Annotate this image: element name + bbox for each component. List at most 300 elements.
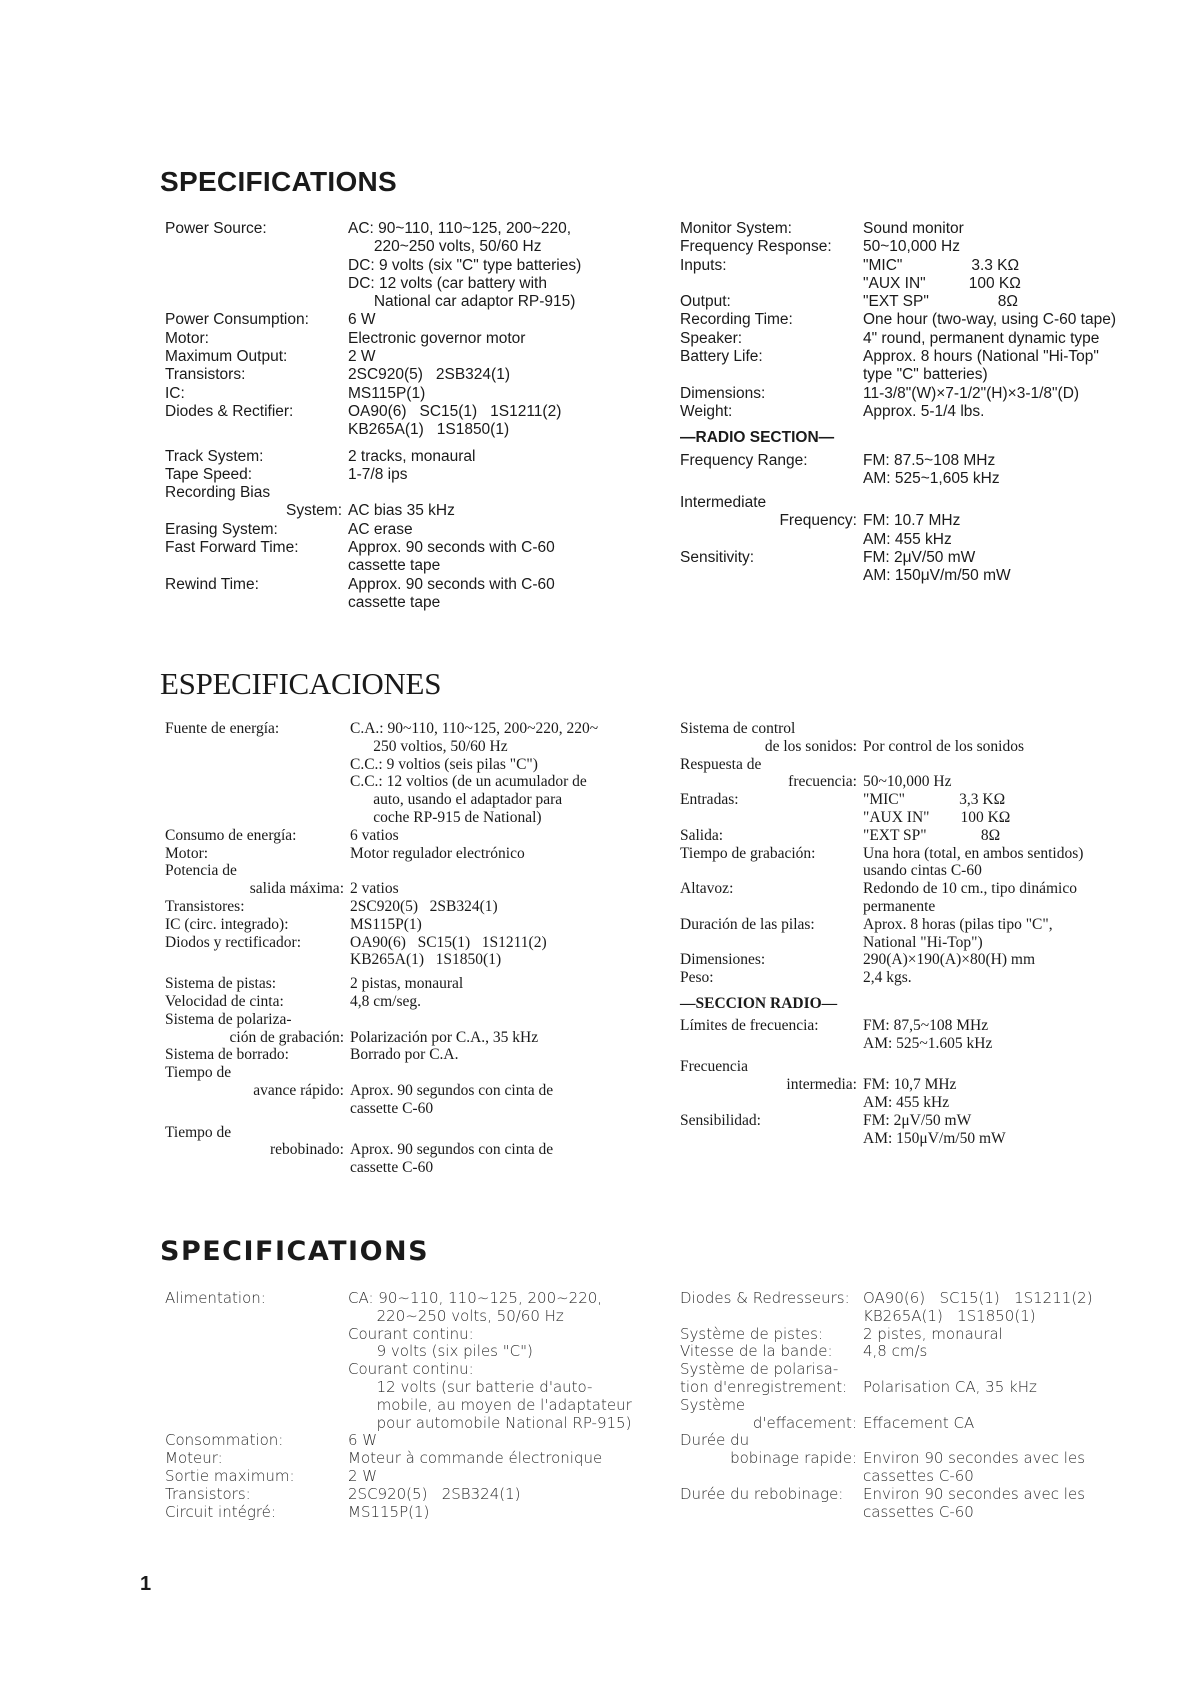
spec-value-line	[350, 862, 399, 880]
spec-label	[680, 403, 863, 421]
spec-label	[165, 1432, 348, 1450]
spec-label	[680, 1361, 863, 1397]
spec-label-line: rebobinado:	[269, 1141, 344, 1159]
spec-value	[348, 348, 376, 366]
spec-label-line: Sensitivity:	[680, 549, 755, 567]
spec-value	[350, 993, 421, 1011]
spec-row	[680, 238, 1116, 256]
spec-value-line: Polarisation CA, 35 kHz	[863, 1377, 1037, 1396]
spec-label-line: Weight:	[680, 402, 733, 420]
spec-value	[350, 934, 547, 970]
spec-label-line: IC:	[165, 384, 185, 402]
spec-value-line	[863, 756, 951, 774]
spec-value-line: permanente	[863, 897, 936, 915]
spec-row	[165, 1468, 632, 1486]
spec-label-line: Output:	[680, 293, 731, 311]
spec-value-line: Moteur à commande électronique	[348, 1449, 603, 1468]
spec-row	[680, 1343, 1093, 1361]
spec-row	[680, 1290, 1093, 1326]
spec-row	[680, 220, 1116, 238]
spec-label	[165, 1011, 350, 1047]
spec-label	[680, 1326, 863, 1344]
spec-value-line: AM: 150μV/m/50 mW	[863, 1129, 1006, 1147]
spec-row	[680, 1432, 1093, 1485]
spec-label-line: Consumo de energía:	[165, 826, 297, 844]
spec-value-line: 6 W	[348, 1431, 378, 1450]
spec-label	[680, 348, 863, 385]
spec-value-line: Courant continu:	[348, 1324, 474, 1343]
spec-label-line: bobinage rapide:	[730, 1449, 857, 1468]
spec-row	[680, 549, 1116, 586]
spec-value	[348, 311, 376, 329]
section-title-french: SPECIFICATIONS	[160, 1236, 430, 1267]
spec-label	[165, 916, 350, 934]
spec-value-line: FM: 87,5~108 MHz	[863, 1016, 989, 1034]
spec-value	[350, 862, 399, 898]
spec-value-line: Polarización por C.A., 35 kHz	[350, 1028, 539, 1046]
spec-value	[863, 549, 1011, 586]
spec-value	[863, 385, 1079, 403]
spec-value-line: Courant continu:	[348, 1360, 474, 1379]
spec-row	[680, 1361, 1093, 1397]
spec-label-line: Transistores:	[165, 897, 245, 915]
spec-label-line: Potencia de	[165, 862, 237, 880]
spec-row	[165, 385, 581, 403]
spec-row	[165, 975, 598, 993]
spec-value-line: C.C.: 9 voltios (seis pilas "C")	[350, 755, 538, 773]
spec-value-line: cassette C-60	[350, 1159, 434, 1177]
spec-label-line: System:	[286, 502, 342, 520]
spec-label-line: frecuencia:	[788, 773, 857, 791]
spec-value	[863, 720, 1024, 756]
spec-value-line: mobile, au moyen de l'adaptateur	[348, 1395, 632, 1414]
spec-label-line: Peso:	[680, 969, 714, 987]
spec-value	[863, 916, 1053, 952]
spec-value-line: "AUX IN" 100 KΩ	[863, 274, 1021, 292]
spec-value	[863, 969, 912, 987]
spec-row	[165, 311, 581, 329]
spec-label-line: Battery Life:	[680, 348, 763, 366]
spec-value-line: "MIC" 3.3 KΩ	[863, 256, 1020, 274]
spec-label	[165, 576, 348, 613]
spec-label	[680, 1486, 863, 1522]
spec-value-line: cassette tape	[348, 557, 441, 575]
spec-value-line: FM: 87.5~108 MHz	[863, 451, 996, 469]
spec-label	[165, 827, 350, 845]
spec-label	[165, 862, 350, 898]
spec-label-line: Frecuencia	[680, 1058, 748, 1076]
spec-label-line	[680, 275, 863, 293]
spec-value	[348, 1468, 377, 1486]
spec-row	[680, 1017, 1083, 1053]
spec-label	[680, 880, 863, 916]
spec-label	[165, 521, 348, 539]
spec-label-line: Recording Time:	[680, 311, 793, 329]
spec-row	[680, 311, 1116, 329]
spec-row	[165, 576, 581, 613]
spec-label-line: Transistors:	[165, 366, 246, 384]
spec-row	[165, 1011, 598, 1047]
spec-value-line: 2SC920(5) 2SB324(1)	[348, 1484, 521, 1503]
spec-label-line: Speaker:	[680, 329, 743, 347]
spec-label	[680, 1112, 863, 1148]
spec-value	[350, 1046, 459, 1064]
spec-value	[350, 845, 525, 863]
spec-label-line	[680, 809, 863, 827]
spec-value-line	[350, 1011, 538, 1029]
spec-value-line: pour automobile National RP-915)	[348, 1413, 632, 1432]
spec-label-line: Durée du	[680, 1431, 750, 1450]
section-french	[160, 1236, 1160, 1521]
spec-label-line: Durée du rebobinage:	[680, 1484, 844, 1503]
spec-label	[165, 366, 348, 384]
spec-value	[863, 1397, 974, 1433]
spec-value-line: AC: 90~110, 110~125, 200~220,	[348, 220, 572, 237]
spec-value	[348, 220, 581, 311]
section-english	[160, 166, 1160, 611]
spec-label-line: Consommation:	[165, 1431, 284, 1450]
spec-row	[680, 969, 1083, 987]
spec-label-line: Système	[680, 1395, 746, 1414]
spec-row	[680, 385, 1116, 403]
spec-value	[863, 1326, 1003, 1344]
spec-value-line: usando cintas C-60	[863, 862, 982, 880]
spec-label-line: Altavoz:	[680, 880, 734, 898]
spec-value-line: 12 volts (sur batterie d'auto-	[348, 1377, 593, 1396]
spec-value-line: FM: 2μV/50 mW	[863, 1111, 972, 1129]
spec-value-line: National car adaptor RP-915)	[348, 293, 576, 311]
spec-value-line: cassette C-60	[350, 1099, 434, 1117]
spec-label-line: salida máxima:	[249, 880, 344, 898]
spec-row	[680, 951, 1083, 969]
spec-label-line: Frequency:	[779, 512, 857, 530]
spec-label	[680, 756, 863, 792]
spec-label-line: intermedia:	[786, 1076, 857, 1094]
spec-value-line: Una hora (total, en ambos sentidos)	[863, 844, 1084, 862]
spec-value-line	[863, 1397, 974, 1415]
spec-value-line	[350, 1064, 553, 1082]
spec-value	[348, 1504, 429, 1522]
spec-value-line: 2 pistas, monaural	[350, 975, 464, 993]
spec-row	[680, 1486, 1093, 1522]
spec-row	[165, 448, 581, 466]
spec-value	[863, 1112, 1006, 1148]
spec-row	[680, 403, 1116, 421]
spec-label-line: Diodes & Redresseurs:	[680, 1289, 850, 1307]
spec-value-line: 2 tracks, monaural	[348, 447, 476, 465]
spec-value	[348, 1432, 377, 1450]
spec-label	[680, 1397, 863, 1433]
spec-value	[350, 975, 463, 993]
spec-list-french-left	[165, 1290, 632, 1521]
spec-value-line: AM: 455 kHz	[863, 530, 952, 548]
spec-value	[863, 951, 1035, 969]
spec-value	[348, 576, 555, 613]
spec-value-line: 50~10,000 Hz	[863, 773, 952, 791]
spec-label-line: Alimentation:	[165, 1289, 266, 1307]
spec-value-line: Environ 90 secondes avec les	[863, 1484, 1086, 1503]
spec-label-line: Entradas:	[680, 791, 739, 809]
spec-value-line: FM: 10,7 MHz	[863, 1076, 957, 1094]
spec-value-line	[863, 1361, 1037, 1379]
spec-value	[863, 1290, 1093, 1326]
spec-row	[165, 862, 598, 898]
spec-value	[863, 1343, 927, 1361]
spec-row	[165, 845, 598, 863]
spec-label	[680, 311, 863, 329]
spec-value-line: Environ 90 secondes avec les	[863, 1449, 1086, 1468]
page-number: 1	[140, 1573, 152, 1595]
spec-label-line: Motor:	[165, 329, 209, 347]
spec-label	[165, 466, 348, 484]
spec-label-line: de los sonidos:	[764, 737, 857, 755]
spec-row	[680, 1326, 1093, 1344]
spec-label	[165, 1124, 350, 1177]
spec-label	[165, 403, 348, 440]
spec-row	[165, 1064, 598, 1117]
spec-row	[680, 845, 1083, 881]
spec-label-line: Sistema de control	[680, 720, 796, 737]
spec-value	[863, 348, 1099, 385]
spec-value-line: AM: 150μV/m/50 mW	[863, 567, 1011, 585]
spec-value	[863, 756, 951, 792]
spec-value-line: KB265A(1) 1S1850(1)	[350, 951, 502, 969]
spec-value	[348, 366, 510, 384]
spec-value-line: 4" round, permanent dynamic type	[863, 329, 1100, 347]
spec-value	[350, 827, 399, 845]
spec-value	[863, 845, 1083, 881]
spec-row	[165, 330, 581, 348]
spec-value-line: 6 W	[348, 311, 376, 329]
spec-value-line: DC: 12 volts (car battery with	[348, 274, 547, 292]
spec-row	[680, 1397, 1093, 1433]
spec-row	[680, 257, 1116, 312]
spec-label-line: Diodes & Rectifier:	[165, 402, 294, 420]
spec-label	[165, 845, 350, 863]
spec-row	[165, 1432, 632, 1450]
spec-label	[680, 220, 863, 238]
spec-value	[863, 311, 1116, 329]
spec-value-line: KB265A(1) 1S1850(1)	[863, 1306, 1036, 1325]
spec-row	[165, 366, 581, 384]
spec-label	[680, 238, 863, 256]
spec-value-line: auto, usando el adaptador para	[350, 791, 563, 809]
spec-label-line: Motor:	[165, 844, 209, 862]
spec-label-line: Power Source:	[165, 220, 267, 237]
spec-value-line: MS115P(1)	[348, 1502, 430, 1521]
spec-value-line: Motor regulador electrónico	[350, 844, 525, 862]
spec-row	[165, 720, 598, 827]
spec-value	[863, 257, 1021, 312]
spec-value-line	[350, 1124, 553, 1142]
spec-label-line: Tiempo de	[165, 1064, 232, 1082]
spec-label-line: IC (circ. integrado):	[165, 915, 289, 933]
spec-value	[863, 452, 1000, 489]
radio-section-heading-spanish: —SECCION RADIO—	[680, 994, 838, 1012]
spec-list-spanish-left	[165, 720, 598, 1177]
spec-label-line: Rewind Time:	[165, 575, 259, 593]
spec-label-line: Power Consumption:	[165, 311, 309, 329]
spec-value	[863, 494, 960, 549]
spec-row	[680, 1058, 1083, 1111]
spec-label	[680, 1058, 863, 1111]
spec-value	[863, 791, 1010, 844]
spec-label-line: Sistema de polariza-	[165, 1010, 292, 1028]
spec-label-line: Tape Speed:	[165, 465, 253, 483]
spec-label-line: Sortie maximum:	[165, 1466, 295, 1485]
spec-value-line: 4,8 cm/s	[863, 1342, 928, 1361]
spec-row	[165, 993, 598, 1011]
spec-value-line: KB265A(1) 1S1850(1)	[348, 421, 510, 439]
spec-value-line: OA90(6) SC15(1) 1S1211(2)	[350, 933, 547, 951]
spec-value-line: 290(A)×190(A)×80(H) mm	[863, 951, 1036, 969]
spec-value	[863, 1361, 1037, 1397]
section-title-spanish: ESPECIFICACIONES	[160, 666, 442, 701]
spec-label-line: Transistors:	[165, 1484, 251, 1503]
spec-list-spanish-radio	[680, 1017, 1083, 1148]
spec-value	[350, 1124, 553, 1177]
spec-label-line: Fast Forward Time:	[165, 539, 299, 557]
spec-value-line: CA: 90~110, 110~125, 200~220,	[348, 1289, 603, 1307]
spec-row	[680, 756, 1083, 792]
spec-value-line: OA90(6) SC15(1) 1S1211(2)	[863, 1289, 1093, 1307]
spec-label-line: Dimensions:	[680, 384, 766, 402]
spec-row	[680, 348, 1116, 385]
spec-label-line: Système de pistes:	[680, 1324, 823, 1343]
spec-value-line: 9 volts (six piles "C")	[348, 1342, 533, 1361]
spec-value	[863, 1058, 956, 1111]
spec-label-line: Sistema de borrado:	[165, 1046, 289, 1064]
spec-value-line: AM: 455 kHz	[863, 1093, 950, 1111]
spec-value-line: Approx. 90 seconds with C-60	[348, 539, 555, 557]
spec-value-line: Approx. 5-1/4 lbs.	[863, 402, 985, 420]
spec-row	[165, 403, 581, 440]
spec-value-line: 2 W	[348, 1466, 378, 1485]
spec-label	[680, 1290, 863, 1326]
spec-label	[165, 484, 348, 521]
spec-label	[680, 1017, 863, 1053]
spec-value	[348, 1486, 521, 1504]
spec-value-line: 2,4 kgs.	[863, 969, 912, 987]
spec-value-line: 2 vatios	[350, 880, 399, 898]
spec-row	[165, 1486, 632, 1504]
spec-label-line: Velocidad de cinta:	[165, 992, 284, 1010]
spec-value	[863, 330, 1099, 348]
spec-value-line: AM: 525~1.605 kHz	[863, 1034, 993, 1052]
spec-row	[165, 1290, 632, 1432]
radio-section-heading-english: —RADIO SECTION—	[680, 429, 835, 447]
spec-label-line: Monitor System:	[680, 220, 792, 237]
spec-label-line: Circuit intégré:	[165, 1502, 276, 1521]
spec-value-line: OA90(6) SC15(1) 1S1211(2)	[348, 402, 562, 420]
spec-row	[680, 494, 1116, 549]
spec-label	[680, 385, 863, 403]
spec-value	[863, 220, 964, 238]
spec-label	[680, 951, 863, 969]
spec-list-english-right-main	[680, 220, 1116, 421]
spec-label	[680, 916, 863, 952]
spec-label	[680, 452, 863, 489]
spec-row	[680, 330, 1116, 348]
spec-label-line: Système de polarisa-	[680, 1360, 839, 1379]
spec-value-line	[863, 720, 1024, 738]
spec-list-spanish-right	[680, 720, 1083, 1147]
spec-value	[348, 484, 455, 521]
spec-value	[348, 403, 561, 440]
spec-value-line: 250 voltios, 50/60 Hz	[350, 737, 508, 755]
spec-label-line: Frequency Response:	[680, 238, 832, 256]
spec-label-line: Maximum Output:	[165, 348, 288, 366]
spec-value-line: type "C" batteries)	[863, 366, 988, 384]
spec-row	[165, 1124, 598, 1177]
spec-label-line: Límites de frecuencia:	[680, 1016, 819, 1034]
spec-value-line: 220~250 volts, 50/60 Hz	[348, 238, 542, 256]
spec-label-line: Recording Bias	[165, 484, 271, 502]
spec-label-line: Sistema de pistas:	[165, 975, 277, 993]
spec-label	[680, 969, 863, 987]
spec-list-english-left	[165, 220, 581, 612]
spec-value	[350, 720, 598, 827]
spec-value-line: 4,8 cm/seg.	[350, 992, 422, 1010]
spec-row	[165, 827, 598, 845]
spec-label-line: Salida:	[680, 826, 724, 844]
spec-value	[348, 521, 413, 539]
spec-label	[680, 1432, 863, 1485]
spec-label-line: Frequency Range:	[680, 451, 808, 469]
spec-label	[165, 220, 348, 311]
spec-list-english-radio	[680, 452, 1116, 586]
spec-value-line: MS115P(1)	[348, 384, 426, 402]
spec-label	[680, 845, 863, 881]
spec-label-line: tion d'enregistrement:	[680, 1377, 848, 1396]
spec-label	[165, 311, 348, 329]
spec-row	[165, 1046, 598, 1064]
spec-value	[863, 880, 1077, 916]
spec-label-line: avance rápido:	[253, 1081, 344, 1099]
spec-row	[165, 916, 598, 934]
spec-value	[348, 448, 476, 466]
spec-row	[165, 898, 598, 916]
spec-value	[348, 1450, 602, 1468]
spec-value-line: Approx. 8 hours (National "Hi-Top"	[863, 348, 1099, 366]
spec-label-line: Diodos y rectificador:	[165, 933, 302, 951]
spec-label	[680, 330, 863, 348]
spec-label	[165, 539, 348, 576]
spec-value	[863, 403, 984, 421]
spec-value-line	[863, 1058, 956, 1076]
spec-label	[680, 791, 863, 844]
spec-value-line	[863, 1432, 1085, 1450]
spec-row	[680, 880, 1083, 916]
spec-label	[165, 898, 350, 916]
spec-value-line: 2 W	[348, 348, 376, 366]
spec-label-line: Erasing System:	[165, 520, 278, 538]
spec-value	[348, 330, 525, 348]
spec-value-line: Redondo de 10 cm., tipo dinámico	[863, 880, 1077, 898]
spec-label-line: Tiempo de	[165, 1123, 232, 1141]
spec-label	[165, 1468, 348, 1486]
spec-row	[165, 348, 581, 366]
spec-row	[165, 934, 598, 970]
spec-value	[350, 1064, 553, 1117]
spec-row	[165, 1450, 632, 1468]
spec-label	[680, 257, 863, 312]
spec-label	[680, 1343, 863, 1361]
spec-value	[350, 898, 498, 916]
spec-value-line: One hour (two-way, using C-60 tape)	[863, 311, 1116, 329]
spec-row	[680, 791, 1083, 844]
spec-label	[165, 934, 350, 970]
